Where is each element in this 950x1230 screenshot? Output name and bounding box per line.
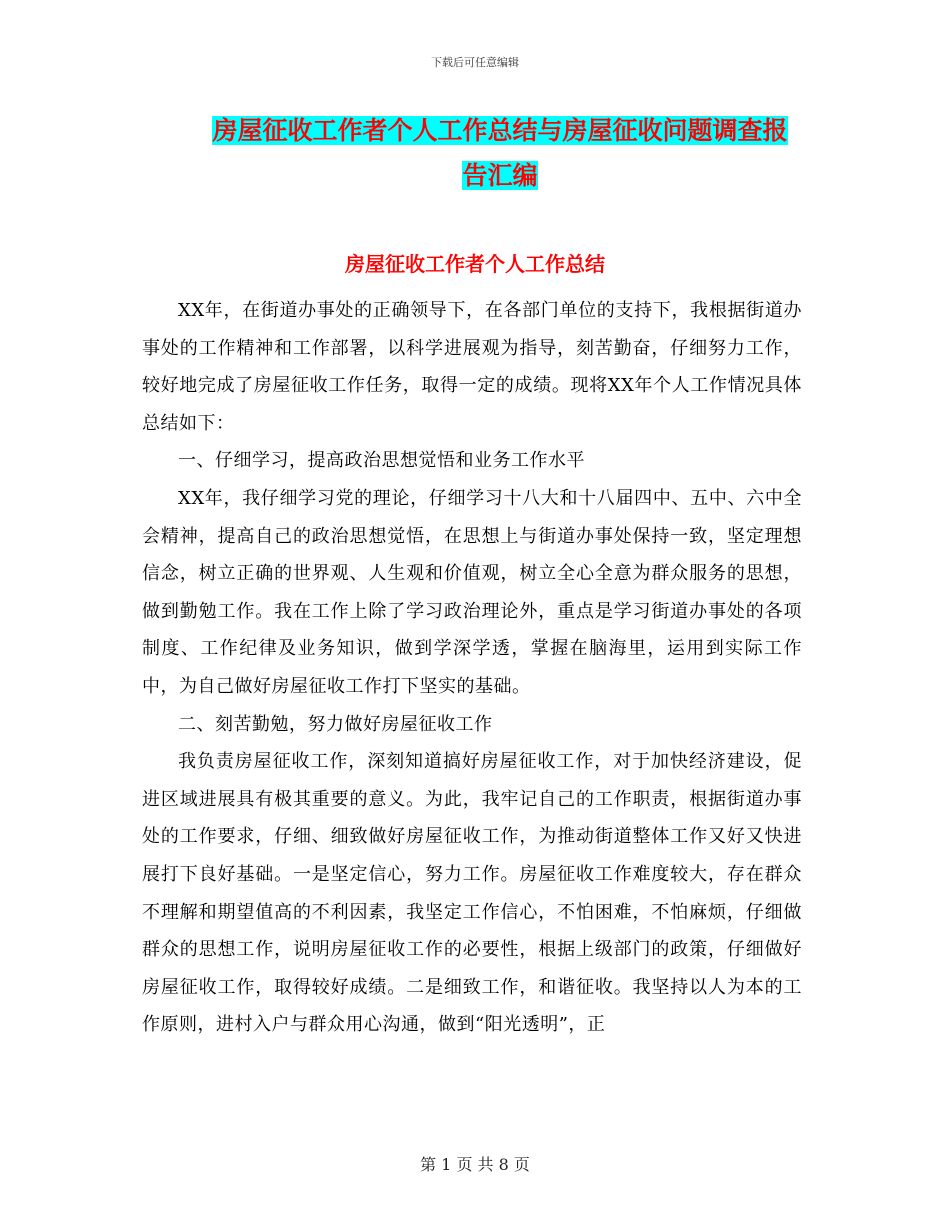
section-title: 房屋征收工作者个人工作总结 [345, 252, 605, 276]
heading-study: 一、仔细学习，提高政治思想觉悟和业务工作水平 [178, 450, 585, 472]
paragraph-diligent-work: 我负责房屋征收工作，深刻知道搞好房屋征收工作，对于加快经济建设，促进区域进展具有极其重要的意义。为此，我牢记自己的工作职责，根据街道办事处的工作要求，仔细、细致做好房屋征收工作，为推动街道整体工作又好又快进展打下良好基础。一是坚定信心，努力工作。房屋征收工作难度较大，存在群众不理解和期望值高的不利因素，我坚定工作信心，不怕困难，不怕麻烦，仔细做群众的思想工作，说明房屋征收工作的必要性，根据上级部门的政策，仔细做好房屋征收工作，取得较好成绩。二是细致工作，和谐征收。我坚持以人为本的工作原则，进村入户与群众用心沟通，做到“阳光透明”，正 [142, 751, 802, 1036]
page-number: 第 1 页 共 8 页 [420, 1155, 530, 1174]
paragraph-study: XX年，我仔细学习党的理论，仔细学习十八大和十八届四中、五中、六中全会精神，提高自己的政治思想觉悟，在思想上与街道办事处保持一致，坚定理想信念，树立正确的世界观、人生观和价值观，树立全心全意为群众服务的思想，做到勤勉工作。我在工作上除了学习政治理论外，重点是学习街道办事处的各项制度、工作纪律及业务知识，做到学深学透，掌握在脑海里，运用到实际工作中，为自己做好房屋征收工作打下坚实的基础。 [142, 487, 802, 697]
header-note: 下载后可任意编辑 [431, 56, 519, 69]
paragraph-intro: XX年，在街道办事处的正确领导下，在各部门单位的支持下，我根据街道办事处的工作精神和工作部署，以科学进展观为指导，刻苦勤奋，仔细努力工作，较好地完成了房屋征收工作任务，取得一定的成绩。现将XX年个人工作情况具体总结如下： [142, 300, 802, 434]
document-body [142, 292, 802, 1044]
document-title [150, 108, 850, 198]
document-title-line-1: 房屋征收工作者个人工作总结与房屋征收问题调查报 [212, 116, 788, 145]
document-title-line-2: 告汇编 [462, 161, 538, 190]
heading-diligent-work: 二、刻苦勤勉，努力做好房屋征收工作 [178, 713, 493, 735]
